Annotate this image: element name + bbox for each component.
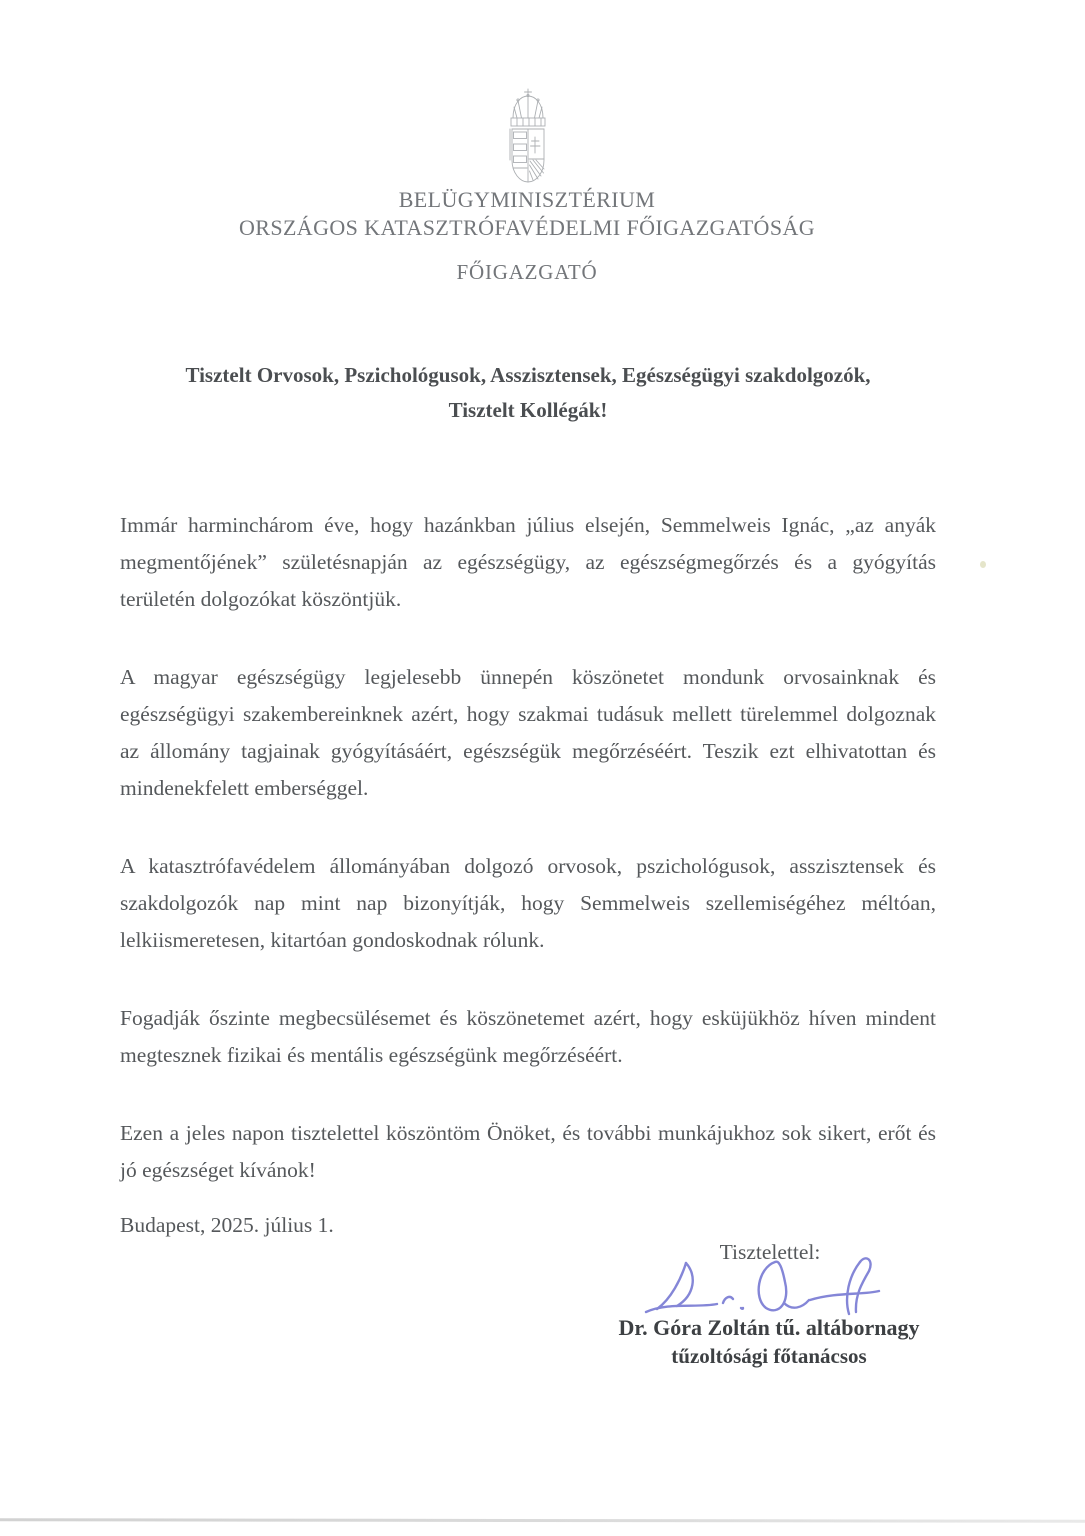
paragraph-4: Fogadják őszinte megbecsülésemet és köszönetemet azért, hogy esküjükhöz híven mindent megtesznek fizikai és mentális egészségünk megőrzéséért. (120, 1006, 936, 1067)
ministry-name: BELÜGYMINISZTÉRIUM (398, 187, 656, 212)
directorate-name: ORSZÁGOS KATASZTRÓFAVÉDELMI FŐIGAZGATÓSÁG (238, 215, 816, 240)
office-title: FŐIGAZGATÓ (456, 260, 598, 284)
paragraph-5: Ezen a jeles napon tisztelettel köszöntöm Önöket, és további munkájukhoz sok sikert, erőt és jó egészséget kívánok! (120, 1121, 936, 1182)
paragraph-3: A katasztrófavédelem állományában dolgozó orvosok, pszichológusok, asszisztensek és szakdolgozók nap mint nap bizonyítják, hogy Semmelweis szellemiségéhez méltóan, lelkiismeretesen, kitartóan gondoskodnak rólunk. (120, 854, 936, 952)
salutation (120, 358, 936, 428)
signatory-title: tűzoltósági főtanácsos (671, 1344, 867, 1368)
scan-speck (980, 561, 986, 568)
paragraph-2: A magyar egészségügy legjelesebb ünnepén köszönetet mondunk orvosainknak és egészségügyi szakembereinknek azért, hogy szakmai tudásuk mellett türelemmel dolgoznak az állomány tagjainak gyógyításáért, egészségük megőrzéséért. Teszik ezt elhivatottan és mindenekfelett emberséggel. (120, 665, 936, 800)
scan-edge-line (0, 1518, 1085, 1523)
hungarian-coat-of-arms-icon (500, 87, 556, 187)
paragraph-1: Immár harminchárom éve, hogy hazánkban július elsején, Semmelweis Ignác, „az anyák megmentőjének” születésnapján az egészségügy, az egészségmegőrzés és a gyógyítás területén dolgozókat köszöntjük. (120, 513, 936, 611)
salutation-line2: Tisztelt Kollégák! (448, 398, 608, 422)
signatory-name: Dr. Góra Zoltán tű. altábornagy (618, 1315, 920, 1340)
dateline: Budapest, 2025. július 1. (120, 1213, 334, 1237)
salutation-line1: Tisztelt Orvosok, Pszichológusok, Asszisztensek, Egészségügyi szakdolgozók, (185, 363, 871, 387)
closing-phrase: Tisztelettel: (719, 1240, 821, 1264)
